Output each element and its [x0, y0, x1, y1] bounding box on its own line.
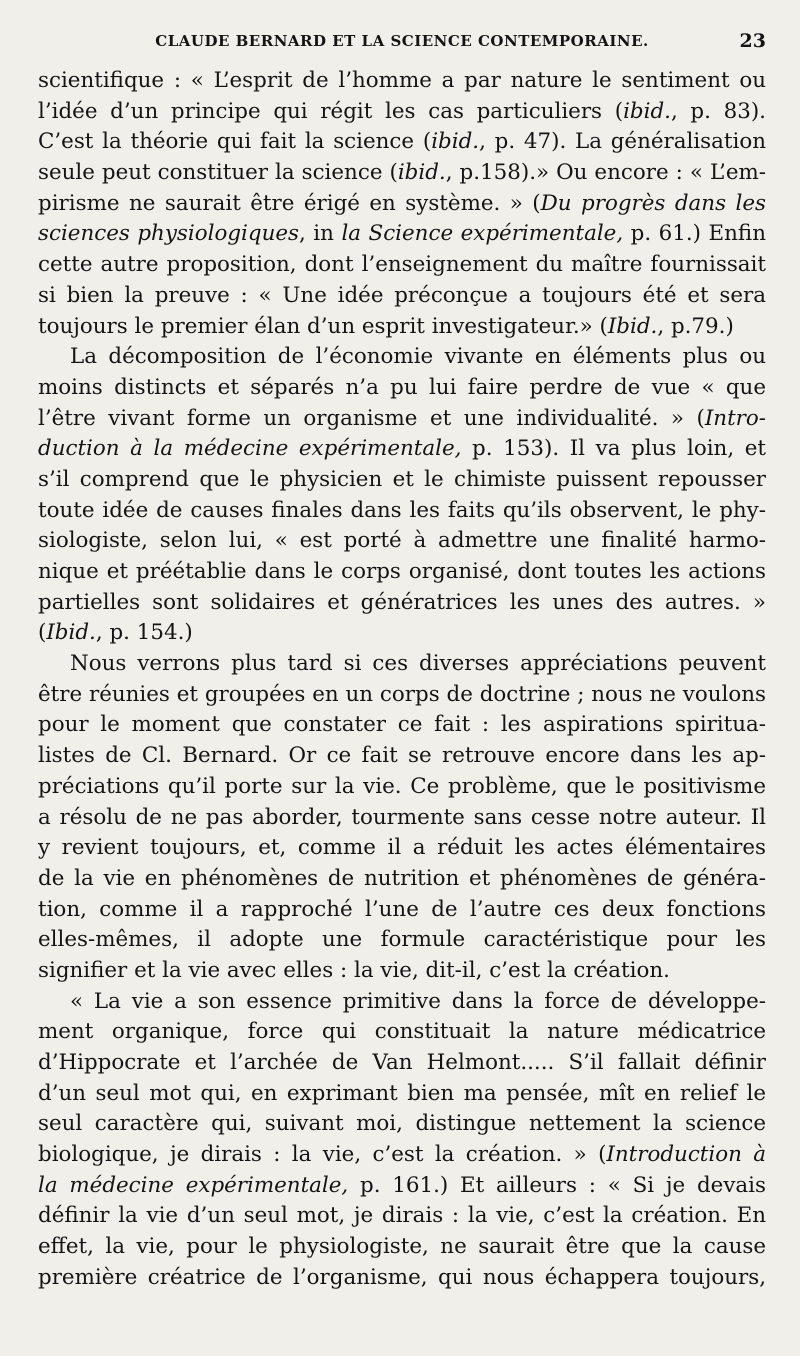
text-line	[38, 219, 766, 250]
text-line	[38, 1232, 766, 1263]
text-run: d’Hippocrate et l’archée de Van Helmont..... S’il fallait définir	[38, 1050, 766, 1075]
text-line	[38, 189, 766, 220]
page-header	[38, 32, 766, 58]
text-run: , p.79.)	[657, 313, 734, 339]
text-run: partielles sont solidaires et génératrices les unes des autres. »	[38, 589, 766, 615]
text-run: p. 153). Il va plus loin, et	[461, 436, 766, 462]
italic-text-run: Introduction à	[606, 1142, 766, 1168]
text-run: biologique, je dirais : la vie, c’est la création. » (	[38, 1142, 607, 1168]
text-run: préciations qu’il porte sur la vie. Ce problème, que le positivisme	[38, 773, 766, 799]
text-run: moins distincts et séparés n’a pu lui faire perdre de vue « que	[38, 374, 766, 400]
italic-text-run: Du progrès dans les	[540, 190, 766, 216]
text-run: La décomposition de l’économie vivante en éléments plus ou	[70, 344, 766, 370]
text-run: , p. 47). La généralisation	[479, 129, 766, 155]
text-line	[38, 1263, 766, 1294]
text-run: , p. 154.)	[95, 620, 193, 646]
text-line	[38, 588, 766, 619]
text-run: ment organique, force qui constituait la nature médicatrice	[38, 1019, 766, 1045]
text-line	[38, 127, 766, 158]
text-run: « La vie a son essence primitive dans la force de développe-	[70, 988, 766, 1014]
italic-text-run: Intro-	[704, 405, 766, 431]
text-run: p. 161.) Et ailleurs : « Si je devais	[348, 1172, 766, 1198]
text-run: , p.158).» Ou encore : « L’em-	[445, 160, 766, 186]
text-run: tion, comme il a rapproché l’une de l’autre ces deux fonctions	[38, 896, 766, 922]
text-line	[38, 833, 766, 864]
text-run: cette autre proposition, dont l’enseignement du maître fournissait	[38, 252, 766, 278]
text-run: seul caractère qui, suivant moi, distingue nettement la science	[38, 1111, 766, 1137]
text-line	[38, 404, 766, 435]
text-line	[38, 925, 766, 956]
text-run: , in	[298, 221, 342, 247]
text-line	[38, 1140, 766, 1171]
text-line	[38, 250, 766, 281]
running-title: CLAUDE BERNARD ET LA SCIENCE CONTEMPORAINE.	[155, 32, 649, 50]
text-run: l’être vivant forme un organisme et une individualité. » (	[38, 405, 705, 431]
text-run: l’idée d’un principe qui régit les cas particuliers (	[38, 98, 624, 124]
text-line	[38, 803, 766, 834]
text-line	[38, 710, 766, 741]
text-line	[38, 987, 766, 1018]
text-run: a résolu de ne pas aborder, tourmente sans cesse notre auteur. Il	[38, 804, 766, 830]
italic-text-run: Ibid.	[607, 313, 658, 339]
text-line	[38, 895, 766, 926]
text-line	[38, 496, 766, 527]
text-line	[38, 281, 766, 312]
text-run: siologiste, selon lui, « est porté à admettre une finalité harmo-	[38, 528, 766, 554]
text-run: , p. 83).	[670, 98, 766, 124]
text-run: p. 61.) Enfin	[623, 221, 766, 247]
text-line	[38, 618, 766, 649]
text-run: scientifique : « L’esprit de l’homme a par nature le sentiment ou	[38, 68, 766, 93]
body-text	[38, 66, 766, 1294]
text-run: s’il comprend que le physicien et le chimiste puissent repousser	[38, 466, 766, 492]
text-run: si bien la preuve : « Une idée préconçue a toujours été et sera	[38, 282, 766, 308]
text-run: C’est la théorie qui fait la science (	[38, 129, 432, 155]
text-run: d’un seul mot qui, en exprimant bien ma pensée, mît en relief le	[38, 1080, 766, 1106]
text-line	[38, 1079, 766, 1110]
text-run: être réunies et groupées en un corps de doctrine ; nous ne voulons	[38, 681, 766, 707]
italic-text-run: ibid.	[431, 129, 480, 155]
italic-text-run: ibid.	[397, 160, 446, 186]
text-run: première créatrice de l’organisme, qui nous échappera toujours,	[38, 1264, 766, 1290]
italic-text-run: sciences physiologiques	[38, 221, 299, 247]
italic-text-run: ibid.	[623, 98, 671, 124]
text-line	[38, 342, 766, 373]
text-line	[38, 434, 766, 465]
text-line	[38, 158, 766, 189]
page-number: 23	[739, 30, 766, 52]
text-run: signifier et la vie avec elles : la vie, dit-il, c’est la création.	[38, 957, 670, 983]
text-run: toujours le premier élan d’un esprit investigateur.» (	[38, 313, 608, 339]
text-run: elles-mêmes, il adopte une formule caractéristique pour les	[38, 927, 766, 953]
text-line	[38, 1048, 766, 1079]
text-line	[38, 680, 766, 711]
text-line	[38, 312, 766, 343]
text-line	[38, 1171, 766, 1202]
italic-text-run: la Science expérimentale,	[341, 221, 624, 247]
text-line	[38, 956, 766, 987]
text-run: définir la vie d’un seul mot, je dirais : la vie, c’est la création. En	[38, 1203, 766, 1229]
text-line	[38, 373, 766, 404]
text-line	[38, 649, 766, 680]
text-line	[38, 66, 766, 97]
text-run: y revient toujours, et, comme il a réduit les actes élémentaires	[38, 835, 766, 861]
text-run: (	[38, 620, 47, 646]
text-run: effet, la vie, pour le physiologiste, ne saurait être que la cause	[38, 1234, 766, 1260]
text-run: pour le moment que constater ce fait : les aspirations spiritua-	[38, 712, 766, 738]
italic-text-run: duction à la médecine expérimentale,	[38, 436, 462, 462]
text-run: Nous verrons plus tard si ces diverses appréciations peuvent	[70, 651, 766, 677]
text-line	[38, 1017, 766, 1048]
text-line	[38, 741, 766, 772]
text-line	[38, 1109, 766, 1140]
italic-text-run: Ibid.	[46, 620, 96, 646]
text-line	[38, 1201, 766, 1232]
text-run: pirisme ne saurait être érigé en système. » (	[38, 190, 541, 216]
text-run: listes de Cl. Bernard. Or ce fait se retrouve encore dans les ap-	[38, 743, 766, 769]
text-line	[38, 465, 766, 496]
text-line	[38, 526, 766, 557]
text-line	[38, 864, 766, 895]
text-line	[38, 557, 766, 588]
text-run: seule peut constituer la science (	[38, 160, 398, 186]
italic-text-run: la médecine expérimentale,	[38, 1172, 349, 1198]
text-line	[38, 97, 766, 128]
text-run: toute idée de causes finales dans les faits qu’ils observent, le phy-	[38, 497, 766, 523]
text-line	[38, 772, 766, 803]
text-run: de la vie en phénomènes de nutrition et phénomènes de généra-	[38, 865, 766, 891]
text-run: nique et préétablie dans le corps organisé, dont toutes les actions	[38, 559, 766, 584]
